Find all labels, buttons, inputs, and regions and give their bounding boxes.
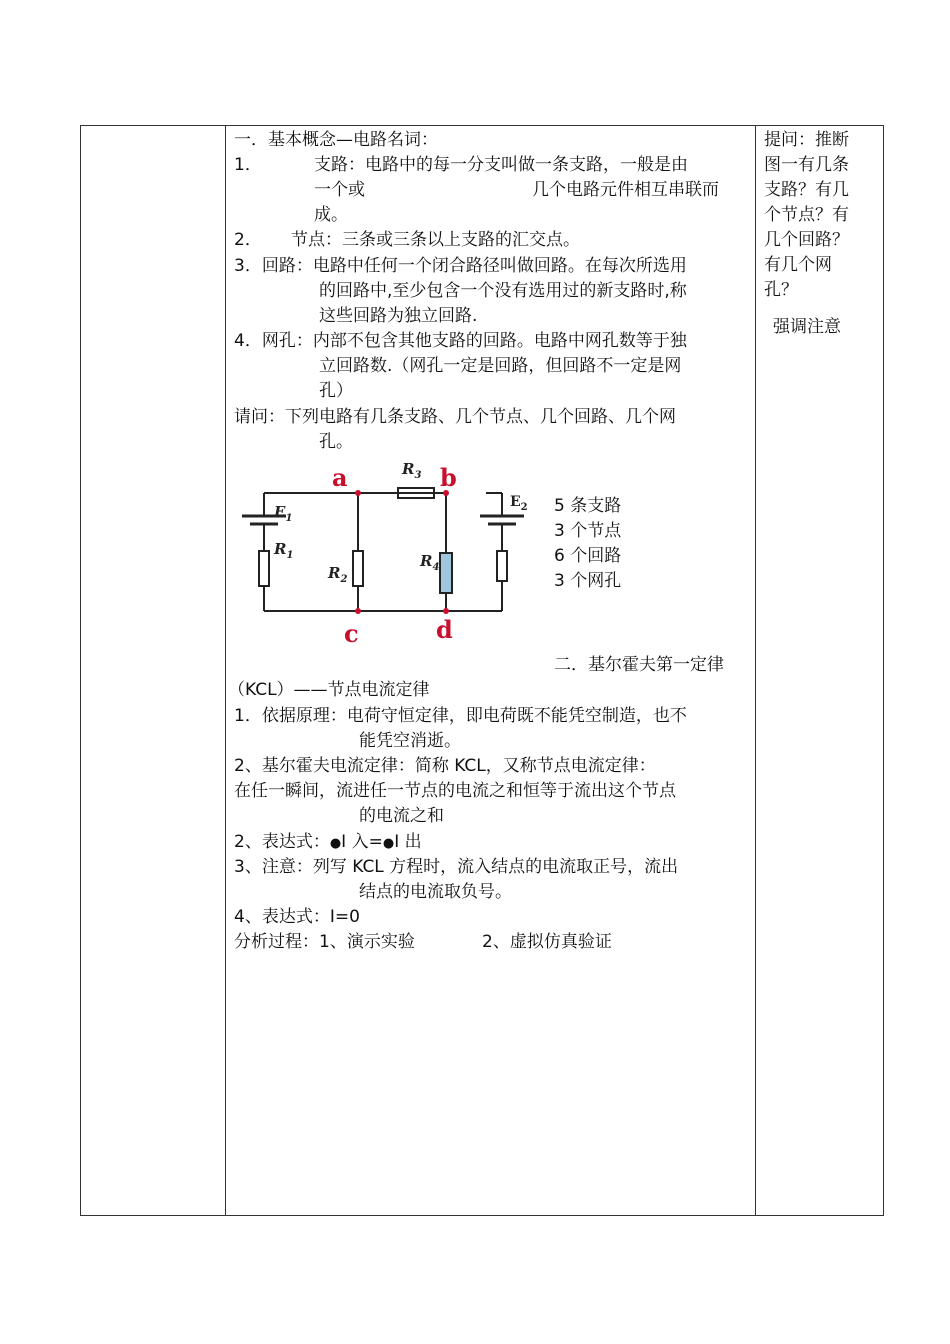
side-question-line7: 孔？ — [764, 280, 798, 300]
section2-title-line2: （KCL）——节点电流定律 — [228, 680, 430, 700]
item3-line3: 这些回路为独立回路. — [319, 306, 478, 326]
label-r4: $R_4$ — [420, 552, 440, 573]
side-question-line1: 提问：推断 — [764, 130, 849, 150]
side-notes-cell — [764, 128, 880, 340]
kcl-principle-line2: 能凭空消逝。 — [359, 731, 461, 751]
item4-line1: 4．网孔：内部不包含其他支路的回路。电路中网孔数等于独 — [234, 331, 687, 351]
label-r3: $R_3$ — [402, 460, 422, 481]
circuit-diagram — [234, 456, 544, 651]
item1-number: 1． — [234, 155, 262, 175]
question-line1: 请问：下列电路有几条支路、几个节点、几个回路、几个网 — [234, 407, 676, 427]
resistor-branch5 — [497, 551, 507, 581]
side-question-line3: 支路？有几 — [764, 180, 849, 200]
label-e2: $E_2$ — [510, 494, 528, 513]
column-divider-left — [225, 126, 226, 1215]
kcl-law-line2: 在任一瞬间，流进任一节点的电流之和恒等于流出这个节点 — [234, 781, 676, 801]
resistor-r1 — [259, 551, 269, 586]
lesson-plan-table — [80, 125, 884, 1216]
analysis-virtual-simulation: 2、虚拟仿真验证 — [482, 932, 612, 952]
resistor-r4 — [440, 553, 452, 593]
side-emphasis-note: 强调注意 — [773, 317, 841, 337]
kcl-expression-equals: = — [368, 832, 383, 852]
answer-loops: 6 个回路 — [554, 546, 622, 566]
node-dot-c — [355, 608, 361, 614]
item1-line3: 成。 — [314, 205, 348, 225]
drop-symbol-icon: ● — [329, 836, 342, 851]
answer-list — [554, 494, 621, 594]
side-question-line5: 几个回路？ — [764, 230, 849, 250]
main-content-cell — [228, 126, 756, 1215]
node-label-a: a — [332, 463, 348, 492]
section1-title: 一．基本概念—电路名词： — [234, 130, 438, 150]
item1-line2a: 一个或 — [314, 180, 365, 200]
kcl-expression-in: I 入 — [341, 832, 369, 852]
side-question-line2: 图一有几条 — [764, 155, 849, 175]
kcl-expression-2: 4、表达式：I=0 — [234, 907, 360, 927]
item2-text: 节点：三条或三条以上支路的汇交点。 — [291, 230, 580, 250]
label-r1: $R_1$ — [274, 540, 294, 561]
node-label-c: c — [344, 619, 359, 648]
side-question-line4: 个节点？有 — [764, 205, 849, 225]
kcl-note-line2: 结点的电流取负号。 — [359, 882, 512, 902]
item4-line2: 立回路数.（网孔一定是回路，但回路不一定是网 — [319, 356, 682, 376]
item3-line2: 的回路中,至少包含一个没有选用过的新支路时,称 — [319, 281, 687, 301]
node-dot-d — [443, 608, 449, 614]
item1-line1: 支路：电路中的每一分支叫做一条支路，一般是由 — [314, 155, 688, 175]
kcl-expression — [234, 830, 422, 856]
label-e1: $E_1$ — [274, 503, 293, 524]
kcl-principle-line1: 1．依据原理：电荷守恒定律，即电荷既不能凭空制造，也不 — [234, 706, 687, 726]
question-line2: 孔。 — [319, 432, 353, 452]
side-question-line6: 有几个网 — [764, 255, 832, 275]
kcl-expression-label: 2、表达式： — [234, 832, 330, 852]
node-label-d: d — [436, 615, 453, 644]
item4-line3: 孔） — [319, 381, 353, 401]
item2-number: 2． — [234, 230, 262, 250]
item1-line2b: 几个电路元件相互串联而 — [532, 180, 719, 200]
resistor-r2 — [353, 551, 363, 586]
kcl-law-line3: 的电流之和 — [359, 806, 444, 826]
answer-branches: 5 条支路 — [554, 496, 622, 516]
analysis-process: 分析过程：1、演示实验 — [234, 932, 415, 952]
node-dot-a — [355, 490, 361, 496]
kcl-note-line1: 3、注意：列写 KCL 方程时，流入结点的电流取正号，流出 — [234, 857, 679, 877]
item3-line1: 3．回路：电路中任何一个闭合路径叫做回路。在每次所选用 — [234, 256, 687, 276]
label-r2: $R_2$ — [328, 564, 348, 585]
section2-title-line1: 二．基尔霍夫第一定律 — [554, 655, 724, 675]
answer-meshes: 3 个网孔 — [554, 571, 622, 591]
node-label-b: b — [440, 463, 457, 492]
kcl-expression-out: I 出 — [394, 832, 422, 852]
kcl-law-line1: 2、基尔霍夫电流定律：简称 KCL，又称节点电流定律： — [234, 756, 656, 776]
drop-symbol-icon: ● — [382, 836, 395, 851]
answer-nodes: 3 个节点 — [554, 521, 622, 541]
